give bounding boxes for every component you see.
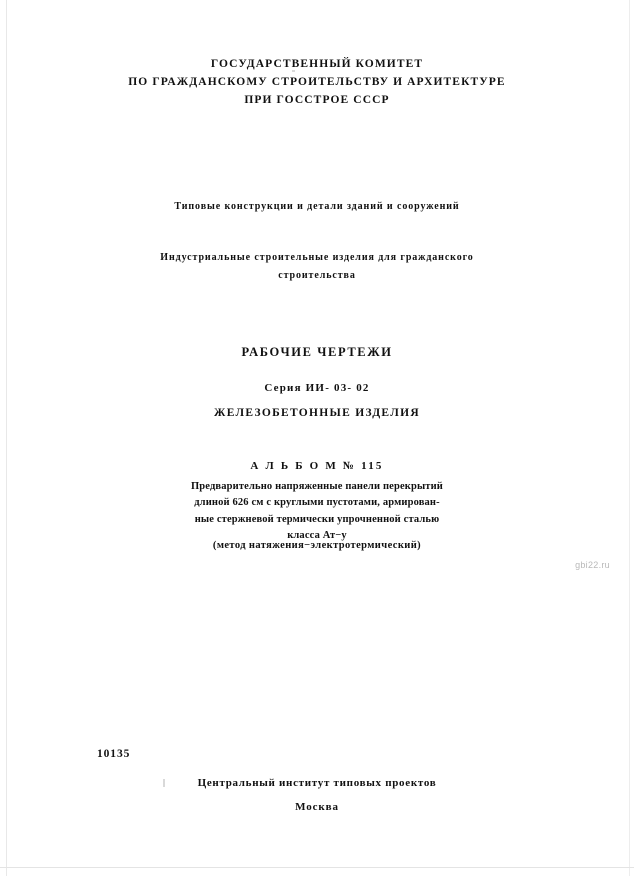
method-note: (метод натяжения−электротермический) — [212, 540, 422, 551]
album-description-line-2: длиной 626 см с круглыми пустотами, армирован- — [194, 497, 440, 509]
scan-speck — [163, 779, 165, 787]
album-description-line-4: класса Ат−у — [287, 529, 347, 541]
organization-line-3: ПРИ ГОССТРОЕ СССР — [244, 93, 390, 106]
organization-line-1: ГОСУДАРСТВЕННЫЙ КОМИТЕТ — [210, 58, 424, 70]
reinforced-concrete-products-title: ЖЕЛЕЗОБЕТОННЫЕ ИЗДЕЛИЯ — [214, 407, 420, 419]
city-name: Москва — [295, 801, 339, 813]
series-number: Серия ИИ- 03- 02 — [264, 382, 370, 394]
working-drawings-title: РАБОЧИЕ ЧЕРТЕЖИ — [241, 345, 393, 359]
product-line-1: Индустриальные строительные изделия для гражданского — [160, 252, 474, 263]
scan-speck — [292, 70, 295, 72]
document-number: 10135 — [97, 748, 131, 760]
institute-name: Центральный институт типовых проектов — [197, 777, 437, 789]
series-subject-line: Типовые конструкции и детали зданий и сооружений — [174, 201, 460, 212]
album-title: А Л Ь Б О М № 115 — [250, 460, 384, 472]
organization-line-2: ПО ГРАЖДАНСКОМУ СТРОИТЕЛЬСТВУ И АРХИТЕКТУРЕ — [128, 75, 506, 88]
organization-header — [0, 56, 634, 109]
product-line-2: строительства — [278, 269, 356, 281]
product-category-block — [0, 249, 634, 284]
album-description-line-3: ные стержневой термически упрочненной сталью — [194, 513, 440, 525]
album-description-line-1: Предварительно напряженные панели перекрытий — [190, 481, 444, 492]
album-description — [0, 479, 634, 544]
watermark: gbi22.ru — [575, 560, 610, 570]
